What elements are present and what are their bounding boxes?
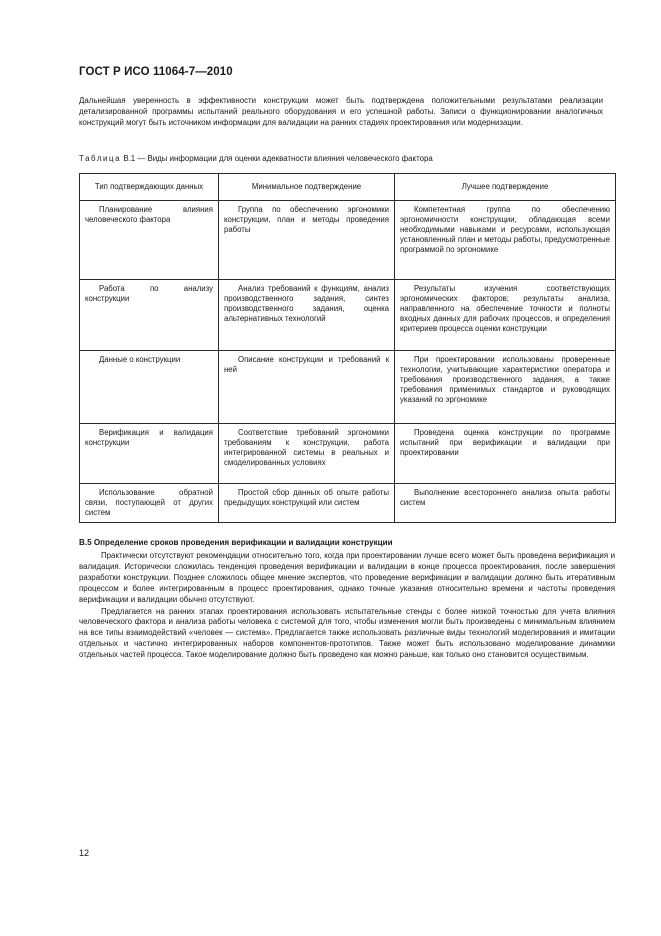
table-caption-prefix: Таблица [79,154,122,163]
cell-best-text: При проектировании использованы проверенные технологии, учитывающие характеристики оператора и требования производственного задания, а также требования применимых стандартов и руководящих указаний по эргономике [400,355,610,405]
cell-best [395,484,616,523]
cell-type-text: Верификация и валидация конструкции [85,428,213,448]
body-paragraph: Практически отсутствуют рекомендации относительно того, когда при проектировании лучше всего может быть проведена верификация и валидация. Исторически сложилась тенденция проведения верификации и валидации в конце процесса проектирования, после завершения разработки конструкции. Позднее сложилось общее мнение экспертов, что проведение верификации и валидации должно быть итеративным процессом и более интегрированным в процесс проектирования, однако точные указания относительно времени и частоты проведения верификации и валидации обычно отсутствуют. [79,551,615,604]
column-header-minimal: Минимальное подтверждение [219,174,395,201]
cell-best-text: Выполнение всестороннего анализа опыта работы систем [400,488,610,508]
cell-minimal-text: Анализ требований к функциям, анализ производственного задания, синтез производственного задания, оценка альтернативных технологий [224,284,389,324]
cell-minimal [219,351,395,424]
cell-type [80,280,219,351]
cell-minimal [219,280,395,351]
cell-best-text: Компетентная группа по обеспечению эргономичности конструкции, обладающая всеми необходимыми навыками и ресурсами, использующая установленный план и методы работы, предусмотренные программой по эргономике [400,205,610,255]
table-row [80,484,616,523]
cell-type [80,201,219,280]
cell-minimal-text: Простой сбор данных об опыте работы предыдущих конструкций или систем [224,488,389,508]
cell-type-text: Планирование влияния человеческого фактора [85,205,213,225]
evidence-table [79,173,616,523]
table-row [80,351,616,424]
table-header-row [80,174,616,201]
table-row [80,280,616,351]
cell-minimal [219,424,395,484]
cell-type-text: Данные о конструкции [99,355,181,364]
cell-type-text: Работа по анализу конструкции [85,284,213,304]
cell-minimal-text: Описание конструкции и требований к ней [224,355,389,375]
cell-type [80,351,219,424]
table-row [80,201,616,280]
cell-best [395,424,616,484]
section-title: В.5 Определение сроков проведения верификации и валидации конструкции [79,538,393,547]
cell-best-text: Результаты изучения соответствующих эргономических факторов; результаты анализа, направленного на обеспечение точности и полноты входных данных для рабочих процессов, и определения критериев процесса оценки конструкции [400,284,610,334]
table-caption-text: В.1 — Виды информации для оценки адекватности влияния человеческого фактора [123,154,433,163]
document-header: ГОСТ Р ИСО 11064-7—2010 [79,66,233,78]
cell-minimal-text: Соответствие требований эргономики требованиям к конструкции, работа интегрированной системы в реальных и смоделированных условиях [224,428,389,468]
section-body [79,551,615,662]
intro-paragraph: Дальнейшая уверенность в эффективности конструкции может быть подтверждена положительными результатами реализации детализированной программы испытаний реального оборудования и его успешной работы. Записи о функционировании аналогичных конструкций могут быть источником информации для валидации на ранних стадиях проектирования или модернизации. [79,96,603,127]
column-header-best: Лучшее подтверждение [395,174,616,201]
cell-minimal [219,484,395,523]
cell-best [395,201,616,280]
cell-type-text: Использование обратной связи, поступающей от других систем [85,488,213,518]
column-header-type: Тип подтверждающих данных [80,174,219,201]
cell-best [395,280,616,351]
table-caption [79,154,433,163]
cell-minimal [219,201,395,280]
page-number: 12 [79,848,90,858]
table-row [80,424,616,484]
cell-minimal-text: Группа по обеспечению эргономики конструкции, план и методы проведения работы [224,205,389,235]
cell-type [80,484,219,523]
cell-best-text: Проведена оценка конструкции по программе испытаний при верификации и валидации при проектировании [400,428,610,458]
body-paragraph: Предлагается на ранних этапах проектирования использовать испытательные стенды с более низкой точностью для учета влияния человеческого фактора и анализа работы человека с системой для того, чтобы изменения могли быть произведены с минимальным влиянием на все типы взаимодействий «человек — система». Предлагается также использовать различные виды технологий моделирования и имитации отдельных и частично интегрированных наборов компонентов-прототипов. Также может быть использовано моделирование динамики отдельных частей процесса. Такое моделирование должно быть проведено как можно раньше, как только оно становится осуществимым. [79,606,615,660]
cell-best [395,351,616,424]
cell-type [80,424,219,484]
